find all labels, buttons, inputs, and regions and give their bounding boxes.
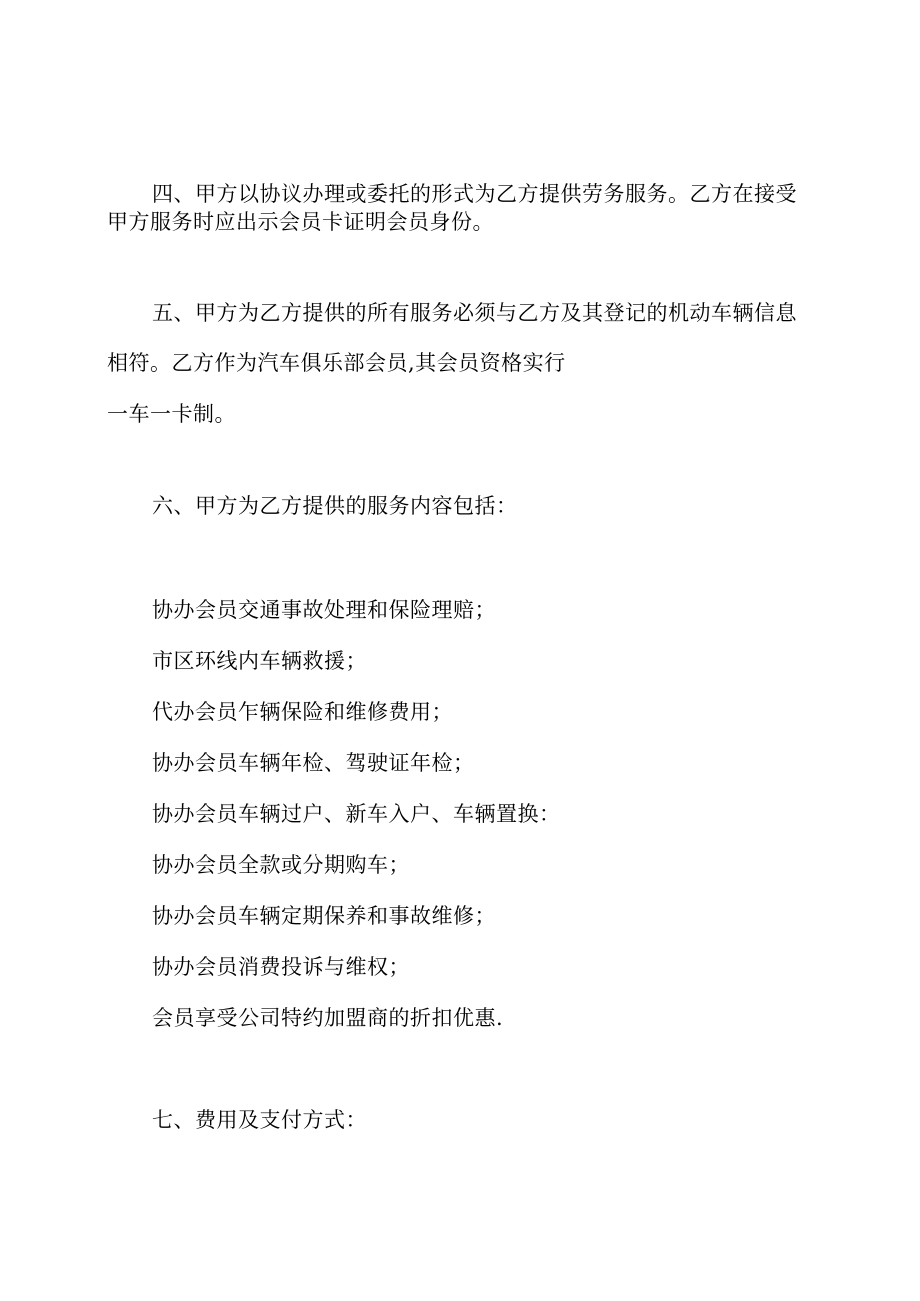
clause-4-line-1: 四、甲方以协议办理或委托的形式为乙方提供劳务服务。乙方在接受 bbox=[152, 182, 797, 206]
service-item: 协办会员车辆定期保养和事故维修； bbox=[152, 904, 496, 928]
clause-7-heading: 七、费用及支付方式： bbox=[152, 1108, 367, 1132]
service-item: 代办会员乍辆保险和维修费用； bbox=[152, 700, 453, 724]
clause-6-heading: 六、甲方为乙方提供的服务内容包括： bbox=[152, 494, 518, 518]
service-item: 协办会员车辆过户、新车入户、车辆置换： bbox=[152, 802, 561, 826]
clause-4-line-2: 甲方服务时应出示会员卡证明会员身份。 bbox=[107, 210, 494, 234]
clause-5-line-3: 一车一卡制。 bbox=[107, 402, 236, 426]
service-item: 协办会员消费投诉与维权； bbox=[152, 955, 410, 979]
clause-5-line-2: 相符。乙方作为汽车俱乐部会员,其会员资格实行 bbox=[107, 351, 566, 375]
service-item: 协办会员全款或分期购车； bbox=[152, 853, 410, 877]
service-item: 市区环线内车辆救援； bbox=[152, 649, 367, 673]
service-item: 会员享受公司特约加盟商的折扣优惠. bbox=[152, 1006, 504, 1030]
service-item: 协办会员交通事故处理和保险理赔； bbox=[152, 598, 496, 622]
service-item: 协办会员车辆年检、驾驶证年检； bbox=[152, 751, 475, 775]
clause-5-line-1: 五、甲方为乙方提供的所有服务必须与乙方及其登记的机动车辆信息 bbox=[152, 301, 797, 325]
